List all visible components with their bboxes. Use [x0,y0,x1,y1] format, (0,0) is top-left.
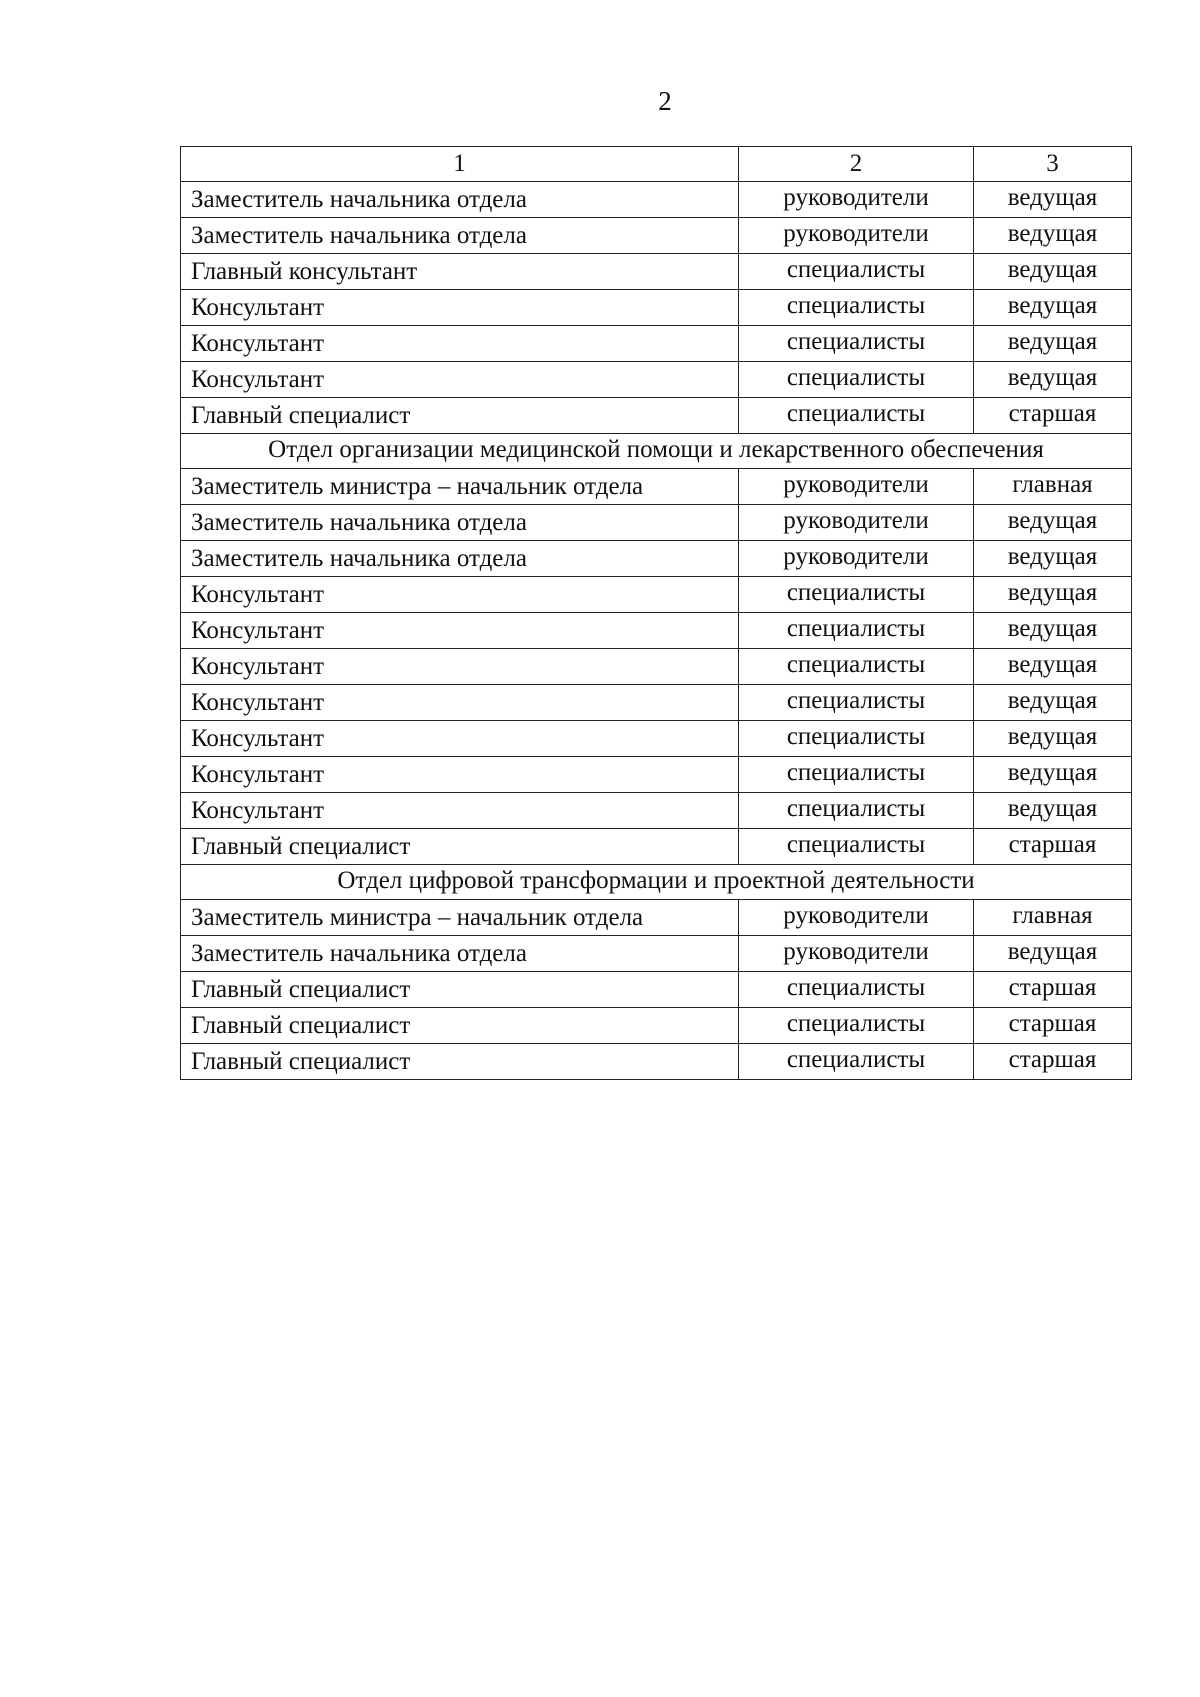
table-row [181,541,1132,577]
table-row [181,362,1132,398]
position-cell: Консультант [181,326,739,362]
table-header-row [181,147,1132,182]
section-row [181,434,1132,469]
position-cell: Консультант [181,613,739,649]
table-row [181,505,1132,541]
table-row [181,398,1132,434]
category-cell: специалисты [739,685,974,721]
section-title: Отдел организации медицинской помощи и лекарственного обеспечения [181,434,1132,469]
category-cell: специалисты [739,1044,974,1080]
positions-table [180,146,1132,1080]
position-cell: Консультант [181,793,739,829]
table-row [181,793,1132,829]
column-number-3: 3 [974,147,1132,182]
group-cell: ведущая [974,254,1132,290]
position-cell: Заместитель министра – начальник отдела [181,900,739,936]
group-cell: главная [974,900,1132,936]
table-row [181,721,1132,757]
position-cell: Консультант [181,685,739,721]
position-cell: Заместитель начальника отдела [181,218,739,254]
group-cell: старшая [974,1008,1132,1044]
category-cell: руководители [739,505,974,541]
group-cell: ведущая [974,793,1132,829]
category-cell: руководители [739,541,974,577]
group-cell: старшая [974,829,1132,865]
category-cell: специалисты [739,793,974,829]
group-cell: ведущая [974,721,1132,757]
position-cell: Консультант [181,721,739,757]
group-cell: старшая [974,398,1132,434]
position-cell: Консультант [181,577,739,613]
category-cell: специалисты [739,254,974,290]
category-cell: специалисты [739,1008,974,1044]
category-cell: руководители [739,936,974,972]
group-cell: ведущая [974,685,1132,721]
group-cell: ведущая [974,218,1132,254]
table-row [181,613,1132,649]
group-cell: ведущая [974,362,1132,398]
table-row [181,577,1132,613]
group-cell: ведущая [974,577,1132,613]
column-number-1: 1 [181,147,739,182]
category-cell: специалисты [739,398,974,434]
section-row [181,865,1132,900]
table-row [181,182,1132,218]
category-cell: специалисты [739,290,974,326]
group-cell: ведущая [974,757,1132,793]
position-cell: Консультант [181,757,739,793]
group-cell: ведущая [974,541,1132,577]
group-cell: ведущая [974,182,1132,218]
page-number: 2 [658,86,672,116]
position-cell: Консультант [181,362,739,398]
category-cell: руководители [739,182,974,218]
position-cell: Главный специалист [181,829,739,865]
group-cell: старшая [974,1044,1132,1080]
section-title: Отдел цифровой трансформации и проектной деятельности [181,865,1132,900]
position-cell: Заместитель начальника отдела [181,182,739,218]
table-row [181,290,1132,326]
position-cell: Заместитель начальника отдела [181,541,739,577]
position-cell: Заместитель начальника отдела [181,936,739,972]
group-cell: ведущая [974,290,1132,326]
group-cell: главная [974,469,1132,505]
table-row [181,1044,1132,1080]
category-cell: руководители [739,900,974,936]
position-cell: Главный специалист [181,972,739,1008]
position-cell: Заместитель министра – начальник отдела [181,469,739,505]
position-cell: Консультант [181,649,739,685]
table-row [181,1008,1132,1044]
table-row [181,972,1132,1008]
category-cell: специалисты [739,577,974,613]
table-row [181,649,1132,685]
column-number-2: 2 [739,147,974,182]
position-cell: Главный консультант [181,254,739,290]
group-cell: старшая [974,972,1132,1008]
group-cell: ведущая [974,326,1132,362]
category-cell: специалисты [739,326,974,362]
group-cell: ведущая [974,936,1132,972]
group-cell: ведущая [974,613,1132,649]
position-cell: Заместитель начальника отдела [181,505,739,541]
positions-table-body [181,147,1132,1080]
positions-table-container [180,146,1131,1080]
table-row [181,900,1132,936]
table-row [181,936,1132,972]
category-cell: специалисты [739,972,974,1008]
group-cell: ведущая [974,505,1132,541]
table-row [181,469,1132,505]
table-row [181,757,1132,793]
position-cell: Главный специалист [181,1044,739,1080]
category-cell: специалисты [739,613,974,649]
group-cell: ведущая [974,649,1132,685]
category-cell: специалисты [739,721,974,757]
category-cell: руководители [739,469,974,505]
category-cell: руководители [739,218,974,254]
table-row [181,829,1132,865]
position-cell: Главный специалист [181,1008,739,1044]
position-cell: Консультант [181,290,739,326]
table-row [181,218,1132,254]
category-cell: специалисты [739,757,974,793]
category-cell: специалисты [739,362,974,398]
category-cell: специалисты [739,829,974,865]
position-cell: Главный специалист [181,398,739,434]
table-row [181,254,1132,290]
table-row [181,685,1132,721]
category-cell: специалисты [739,649,974,685]
table-row [181,326,1132,362]
